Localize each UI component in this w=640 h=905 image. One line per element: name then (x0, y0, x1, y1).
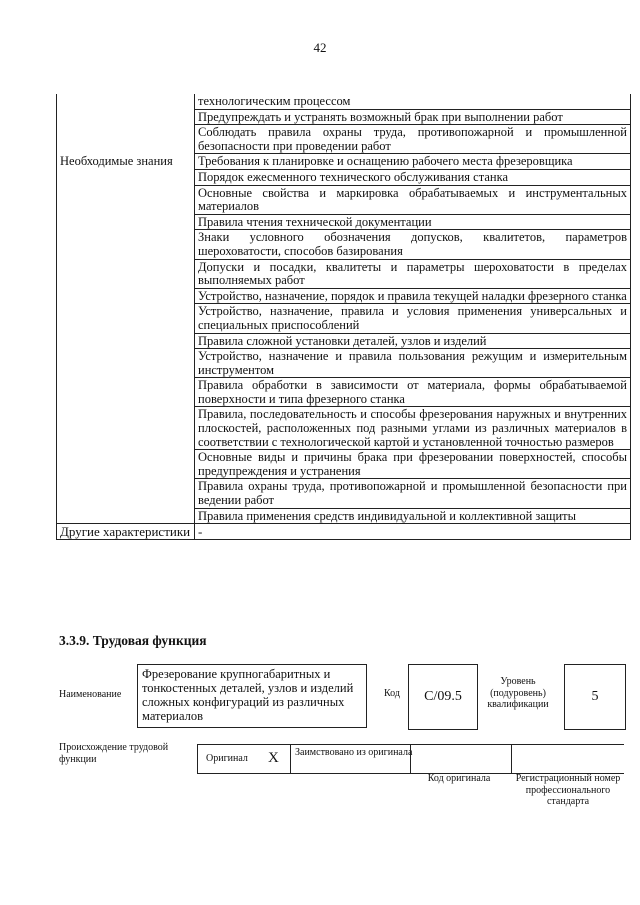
row-label (57, 125, 195, 154)
row-label (57, 109, 195, 125)
table-row (57, 407, 631, 450)
borrowed-label: Заимствовано из оригинала (295, 747, 413, 758)
row-text: Устройство, назначение, порядок и правила текущей наладки фрезерного станка (195, 288, 631, 304)
row-text: Правила обработки в зависимости от материала, формы обрабатываемой поверхности и типа фрезерного станка (195, 378, 631, 407)
row-label (57, 407, 195, 450)
table-row (57, 259, 631, 288)
row-label (57, 169, 195, 185)
table-row (57, 450, 631, 479)
table-row (57, 230, 631, 259)
row-label (57, 185, 195, 214)
original-mark: X (268, 750, 279, 766)
table-row (57, 479, 631, 508)
table-row-other (57, 524, 631, 540)
row-label (57, 333, 195, 349)
row-text: Правила, последовательность и способы фрезерования наружных и внутренних плоскостей, расположенных под разными углами из различных материалов в соответствии с технологической картой и установленной точностью размеров (195, 407, 631, 450)
row-text: технологическим процессом (195, 94, 631, 109)
original-cell (198, 745, 291, 773)
row-text: Устройство, назначение и правила пользования режущим и измерительным инструментом (195, 349, 631, 378)
table-row (57, 508, 631, 524)
page-number: 42 (313, 40, 327, 55)
row-text: Правила чтения технической документации (195, 214, 631, 230)
row-label (57, 349, 195, 378)
section-heading: 3.3.9. Трудовая функция (59, 633, 207, 648)
table-row (57, 125, 631, 154)
row-label (57, 94, 195, 109)
other-label: Другие характеристики (57, 524, 195, 540)
table-row (57, 333, 631, 349)
table-row (57, 304, 631, 333)
qualification-level-field: 5 (564, 664, 626, 730)
original-label: Оригинал (206, 753, 248, 764)
row-label (57, 214, 195, 230)
row-text: Соблюдать правила охраны труда, противопожарной и промышленной безопасности при проведении работ (195, 125, 631, 154)
competencies-table (56, 94, 631, 540)
table-row (57, 169, 631, 185)
table-row (57, 185, 631, 214)
row-text: Правила применения средств индивидуальной и коллективной защиты (195, 508, 631, 524)
row-label (57, 378, 195, 407)
other-value: - (195, 524, 631, 540)
row-label (57, 508, 195, 524)
row-text: Знаки условного обозначения допусков, квалитетов, параметров шероховатости, способов базирования (195, 230, 631, 259)
row-label (57, 230, 195, 259)
row-text: Требования к планировке и оснащению рабочего места фрезеровщика (195, 154, 631, 170)
row-label (57, 288, 195, 304)
level-label: Уровень (подуровень) квалификации (487, 676, 549, 710)
function-code-field: C/09.5 (408, 664, 478, 730)
row-text: Правила охраны труда, противопожарной и промышленной безопасности при ведении работ (195, 479, 631, 508)
origin-row (197, 744, 624, 774)
row-text: Основные свойства и маркировка обрабатываемых и инструментальных материалов (195, 185, 631, 214)
table-row (57, 154, 631, 170)
row-label (57, 304, 195, 333)
origin-label: Происхождение трудовой функции (59, 742, 169, 765)
row-text: Предупреждать и устранять возможный брак при выполнении работ (195, 109, 631, 125)
code-original-caption: Код оригинала (427, 773, 491, 784)
code-label: Код (384, 688, 400, 699)
function-name-field: Фрезерование крупногабаритных и тонкостенных деталей, узлов и изделий сложных конфигураций из различных материалов (137, 664, 367, 728)
table-row (57, 94, 631, 109)
row-text: Допуски и посадки, квалитеты и параметры шероховатости в пределах выполняемых работ (195, 259, 631, 288)
reg-number-caption: Регистрационный номер профессионального стандарта (515, 773, 621, 807)
row-label (57, 259, 195, 288)
table-row (57, 288, 631, 304)
row-label (57, 450, 195, 479)
row-label (57, 479, 195, 508)
table-row (57, 214, 631, 230)
table-row (57, 378, 631, 407)
name-label: Наименование (59, 689, 122, 700)
code-original-cell (410, 745, 512, 773)
table-row (57, 349, 631, 378)
table-row (57, 109, 631, 125)
row-text: Порядок ежесменного технического обслуживания станка (195, 169, 631, 185)
row-text: Основные виды и причины брака при фрезеровании поверхностей, способы предупреждения и устранения (195, 450, 631, 479)
row-text: Устройство, назначение, правила и условия применения универсальных и специальных приспособлений (195, 304, 631, 333)
row-label: Необходимые знания (57, 154, 195, 170)
row-text: Правила сложной установки деталей, узлов и изделий (195, 333, 631, 349)
